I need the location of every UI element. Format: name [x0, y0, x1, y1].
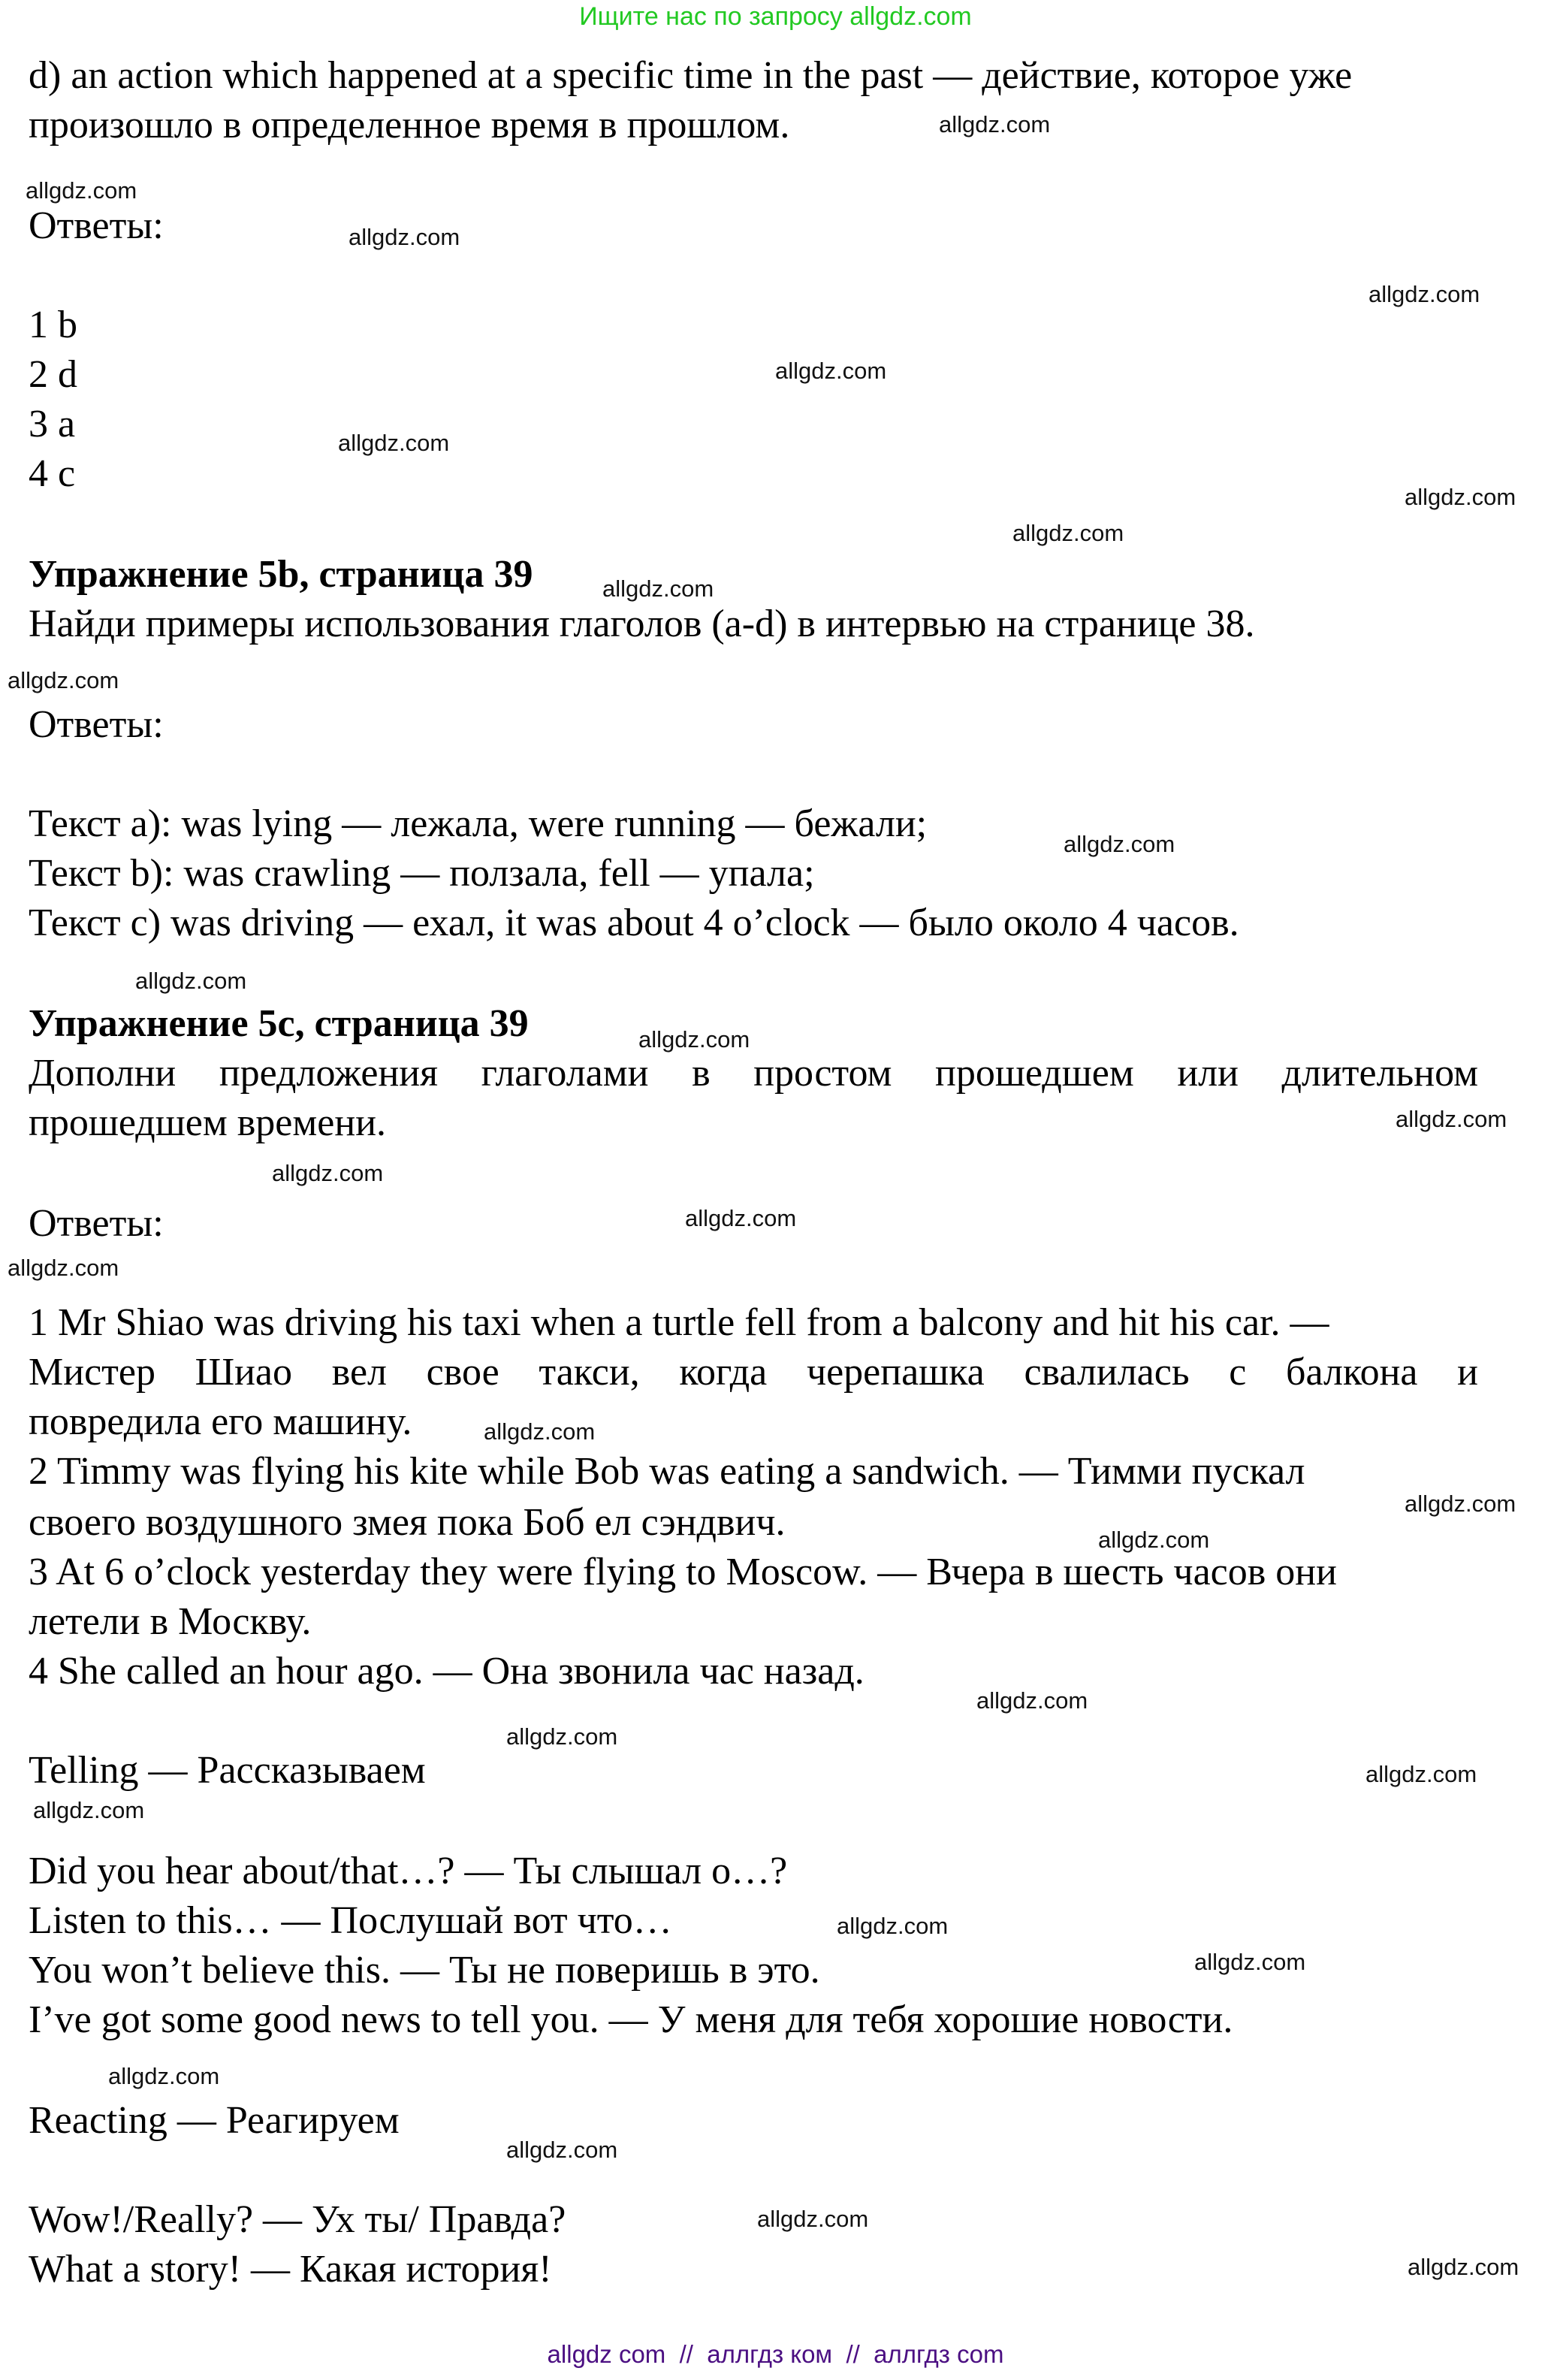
watermark: allgdz.com [1368, 281, 1480, 307]
answers-label: Ответы: [29, 204, 164, 247]
watermark: allgdz.com [135, 968, 247, 994]
watermark: allgdz.com [272, 1160, 384, 1186]
watermark: allgdz.com [8, 667, 119, 693]
watermark: allgdz.com [638, 1026, 750, 1053]
answer-item: 2 d [29, 353, 77, 396]
answer-item: своего воздушного змея пока Боб ел сэндвич. [29, 1501, 786, 1544]
answer-item: Текст b): was crawling — ползала, fell — упала; [29, 852, 815, 895]
watermark: allgdz.com [976, 1687, 1088, 1714]
answers-label: Ответы: [29, 1202, 164, 1245]
watermark: allgdz.com [1365, 1761, 1477, 1787]
reacting-heading: Reacting — Реагируем [29, 2099, 400, 2142]
answer-item: Мистер Шиао вел свое такси, когда черепашка свалилась с балкона и [29, 1351, 1478, 1394]
phrase-item: You won’t believe this. — Ты не поверишь в это. [29, 1949, 820, 1992]
watermark: allgdz.com [484, 1418, 596, 1445]
answer-item: 1 Mr Shiao was driving his taxi when a turtle fell from a balcony and hit his car. — [29, 1301, 1329, 1344]
watermark: allgdz.com [33, 1797, 145, 1823]
phrase-item: I’ve got some good news to tell you. — У меня для тебя хорошие новости. [29, 1998, 1233, 2041]
watermark: allgdz.com [349, 224, 460, 250]
exercise-5c-task-line1: Дополни предложения глаголами в простом прошедшем или длительном [29, 1052, 1478, 1095]
phrase-item: Did you hear about/that…? — Ты слышал о…? [29, 1850, 788, 1892]
site-footer-links[interactable]: allgdz com // аллгдз ком // аллгдз com [547, 2340, 1004, 2368]
watermark: allgdz.com [939, 111, 1051, 137]
watermark: allgdz.com [1098, 1527, 1210, 1553]
watermark: allgdz.com [1064, 831, 1175, 857]
phrase-item: Listen to this… — Послушай вот что… [29, 1899, 672, 1942]
answer-item: 4 c [29, 452, 76, 495]
watermark: allgdz.com [837, 1913, 949, 1939]
answer-item: повредила его машину. [29, 1400, 412, 1443]
answer-item: 4 She called an hour ago. — Она звонила час назад. [29, 1650, 865, 1693]
answer-item: Текст a): was lying — лежала, were running — бежали; [29, 802, 928, 845]
exercise-5b-task: Найди примеры использования глаголов (a-d) в интервью на странице 38. [29, 603, 1255, 645]
watermark: allgdz.com [108, 2063, 220, 2089]
answer-item: 3 a [29, 403, 76, 445]
watermark: allgdz.com [1194, 1949, 1306, 1975]
watermark: allgdz.com [26, 177, 137, 204]
watermark: allgdz.com [602, 575, 714, 602]
watermark: allgdz.com [1405, 1491, 1516, 1517]
phrase-item: Wow!/Really? — Ух ты/ Правда? [29, 2198, 566, 2241]
definition-d-line2: произошло в определенное время в прошлом. [29, 104, 790, 146]
watermark: allgdz.com [1012, 520, 1124, 546]
answers-label: Ответы: [29, 703, 164, 746]
watermark: allgdz.com [1405, 484, 1516, 510]
exercise-5c-heading: Упражнение 5c, страница 39 [29, 1002, 529, 1045]
answer-item: летели в Москву. [29, 1600, 312, 1643]
definition-d-line1: d) an action which happened at a specific time in the past — действие, которое уже [29, 54, 1353, 97]
exercise-5b-heading: Упражнение 5b, страница 39 [29, 553, 533, 596]
watermark: allgdz.com [8, 1255, 119, 1281]
exercise-5c-task-line2: прошедшем времени. [29, 1101, 387, 1144]
watermark: allgdz.com [1408, 2254, 1519, 2280]
watermark: allgdz.com [338, 430, 450, 456]
answer-item: 1 b [29, 304, 77, 346]
watermark: allgdz.com [506, 1723, 618, 1750]
watermark: allgdz.com [685, 1205, 797, 1231]
telling-heading: Telling — Рассказываем [29, 1749, 426, 1792]
watermark: allgdz.com [757, 2206, 869, 2232]
phrase-item: What a story! — Какая история! [29, 2248, 552, 2291]
answer-item: 3 At 6 o’clock yesterday they were flying to Moscow. — Вчера в шесть часов они [29, 1551, 1337, 1593]
watermark: allgdz.com [775, 358, 887, 384]
watermark: allgdz.com [506, 2137, 618, 2163]
answer-item: 2 Timmy was flying his kite while Bob was eating a sandwich. — Тимми пускал [29, 1450, 1305, 1493]
watermark: allgdz.com [1396, 1106, 1507, 1132]
site-search-banner[interactable]: Ищите нас по запросу allgdz.com [579, 2, 972, 31]
answer-item: Текст c) was driving — ехал, it was about 4 o’clock — было около 4 часов. [29, 902, 1239, 944]
